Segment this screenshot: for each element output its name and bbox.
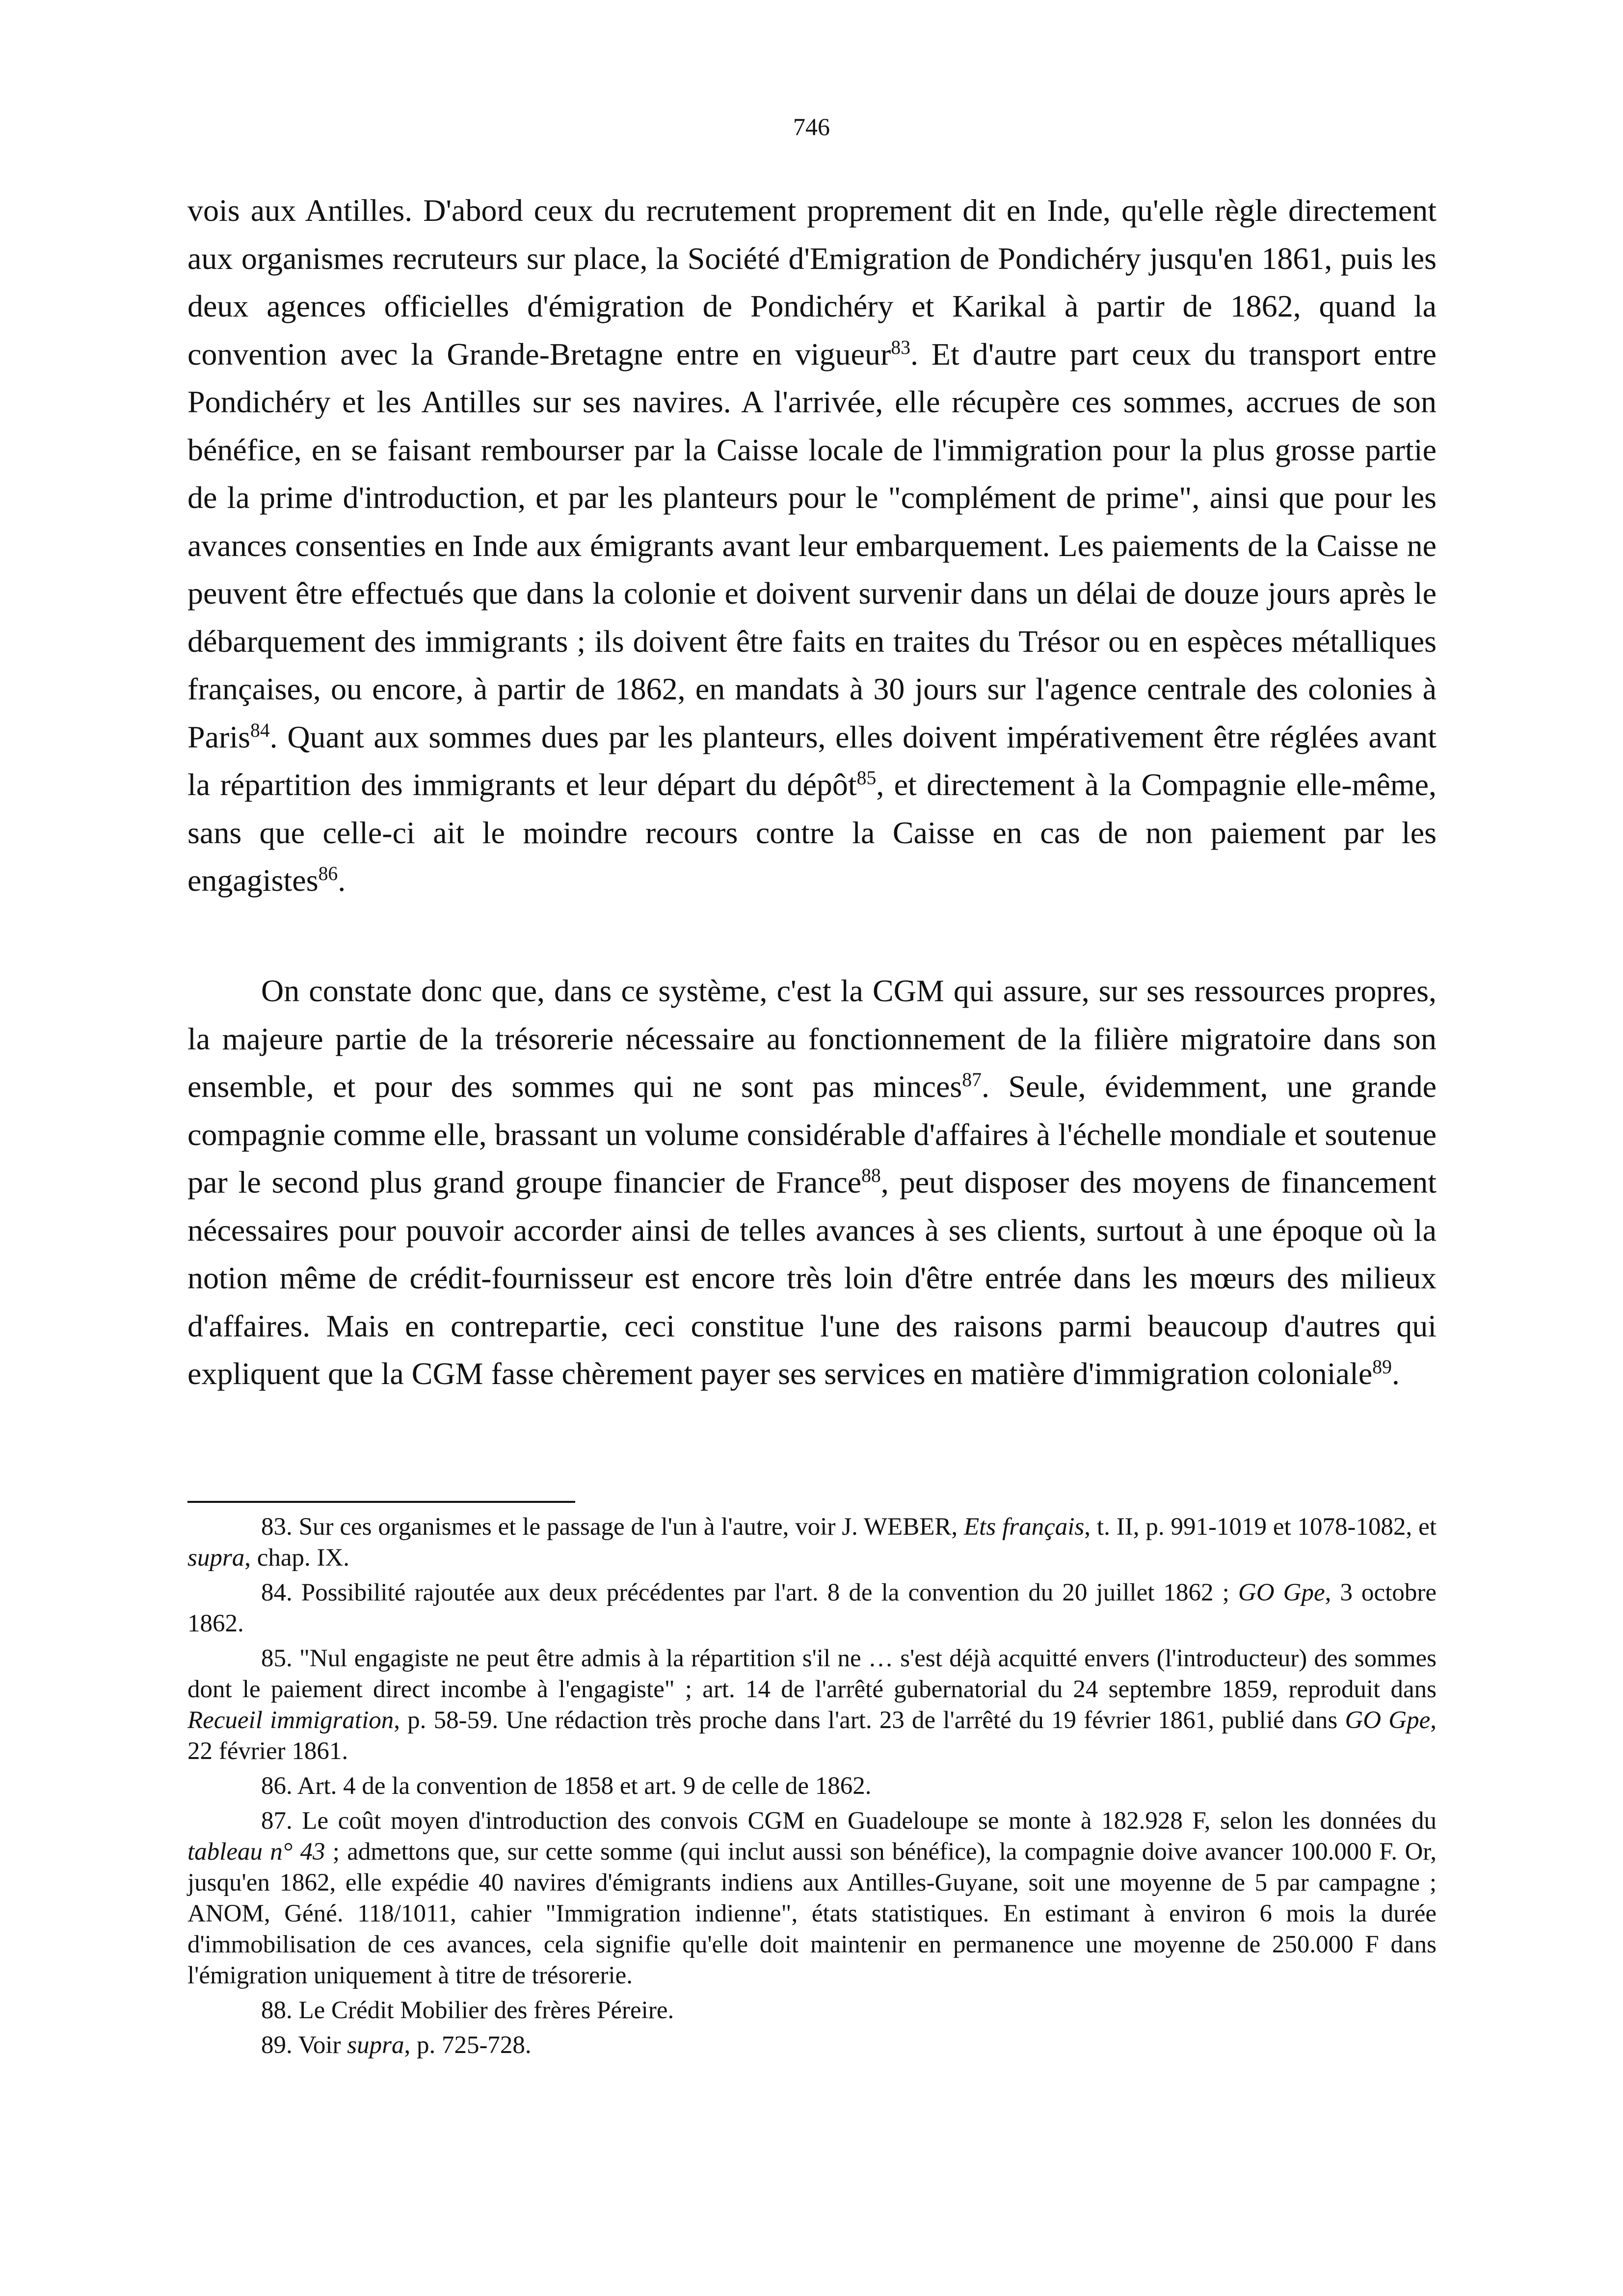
italic-text: GO Gpe [1345, 1707, 1431, 1734]
footnote-ref: 86 [318, 863, 338, 885]
text-run: On constate donc que, dans ce système, c'est la CGM qui assure, sur ses ressources propres, la majeure partie de la trésorerie nécessaire au fonctionnement de la filière migratoire dans son ensemble, et pour des sommes qui ne sont pas minces [187, 973, 1437, 1104]
text-run: ; admettons que, sur cette somme (qui inclut aussi son bénéfice), la compagnie doive avancer 100.000 F. Or, jusqu'en 1862, elle expédie 40 navires d'émigrants indiens aux Antilles-Guyane, soit une moyenne de 5 par campagne ; ANOM, Géné. 118/1011, cahier "Immigration indienne", états statistiques. En estimant à environ 6 mois la durée d'immobilisation de ces avances, cela signifie qu'elle doit maintenir en permanence une moyenne de 250.000 F dans l'émigration uniquement à titre de trésorerie. [187, 1838, 1437, 1989]
text-run: , 3 octobre 1862. [187, 1579, 1437, 1637]
text-run: . Quant aux sommes dues par les planteurs, elles doivent impérativement être réglées avant la répartition des immigrants et leur départ du dépôt [187, 719, 1437, 802]
text-run: . Seule, évidemment, une grande compagnie comme elle, brassant un volume considérable d'affaires à l'échelle mondiale et soutenue par le second plus grand groupe financier de France [187, 1069, 1437, 1200]
text-run: Art. 4 de la convention de 1858 et art. 9 de celle de 1862. [292, 1772, 872, 1800]
italic-text: supra [187, 1544, 245, 1572]
footnote-number: 85. [261, 1645, 293, 1672]
text-run: Possibilité rajoutée aux deux précédentes par l'art. 8 de la convention du 20 juillet 1862 ; [292, 1579, 1238, 1606]
italic-text: tableau n° 43 [187, 1838, 325, 1866]
footnote-ref: 83 [891, 336, 911, 358]
text-run: , et directement à la Compagnie elle-même, sans que celle-ci ait le moindre recours contre la Caisse en cas de non paiement par les engagistes [187, 767, 1437, 898]
text-run: Le Crédit Mobilier des frères Péreire. [292, 1997, 674, 2024]
footnotes [187, 1512, 1437, 2065]
text-run: , 22 février 1861. [187, 1707, 1437, 1765]
italic-text: Recueil immigration [187, 1707, 394, 1734]
text-run: , t. II, p. 991-1019 et 1078-1082, et [1084, 1513, 1437, 1541]
footnote [187, 1771, 1437, 1802]
text-run: Voir [292, 2031, 347, 2059]
text-run: Sur ces organismes et le passage de l'un à l'autre, voir J. WEBER, [292, 1513, 964, 1541]
footnote-number: 89. [261, 2031, 293, 2059]
footnote [187, 1643, 1437, 1767]
text-run: , p. 725-728. [404, 2031, 532, 2059]
text-run: . Et d'autre part ceux du transport entre Pondichéry et les Antilles sur ses navires. A l'arrivée, elle récupère ces sommes, accrues de son bénéfice, en se faisant rembourser par la Caisse locale de l'immigration pour la plus grosse partie de la prime d'introduction, et par les planteurs pour le "complément de prime", ainsi que pour les avances consenties en Inde aux émigrants avant leur embarquement. Les paiements de la Caisse ne peuvent être effectués que dans la colonie et doivent survenir dans un délai de douze jours après le débarquement des immigrants ; ils doivent être faits en traites du Trésor ou en espèces métalliques françaises, ou encore, à partir de 1862, en mandats à 30 jours sur l'agence centrale des colonies à Paris [187, 336, 1437, 754]
footnote [187, 1512, 1437, 1574]
text-run: . [338, 863, 346, 898]
footnote-ref: 88 [861, 1165, 881, 1187]
footnote-ref: 89 [1372, 1356, 1392, 1378]
footnote [187, 1995, 1437, 2026]
footnote-number: 86. [261, 1772, 293, 1800]
text-run: Le coût moyen d'introduction des convois CGM en Guadeloupe se monte à 182.928 F, selon les données du [292, 1807, 1437, 1835]
footnote-number: 88. [261, 1997, 293, 2024]
body-paragraph [187, 187, 1437, 905]
footnote-ref: 87 [962, 1069, 982, 1091]
italic-text: supra [347, 2031, 404, 2059]
text-run: vois aux Antilles. D'abord ceux du recrutement proprement dit en Inde, qu'elle règle directement aux organismes recruteurs sur place, la Société d'Emigration de Pondichéry jusqu'en 1861, puis les deux agences officielles d'émigration de Pondichéry et Karikal à partir de 1862, quand la convention avec la Grande-Bretagne entre en vigueur [187, 193, 1437, 372]
body-paragraph [187, 967, 1437, 1398]
italic-text: Ets français [964, 1513, 1085, 1541]
footnote [187, 1806, 1437, 1991]
text-run: , chap. IX. [244, 1544, 350, 1572]
footnote [187, 1577, 1437, 1639]
italic-text: GO Gpe [1238, 1579, 1325, 1606]
footnote-number: 84. [261, 1579, 293, 1606]
footnote-ref: 84 [250, 719, 270, 741]
footnote-number: 83. [261, 1513, 293, 1541]
text-run: , peut disposer des moyens de financement nécessaires pour pouvoir accorder ainsi de telles avances à ses clients, surtout à une époque où la notion même de crédit-fournisseur est encore très loin d'être entrée dans les mœurs des milieux d'affaires. Mais en contrepartie, ceci constitue l'une des raisons parmi beaucoup d'autres qui expliquent que la CGM fasse chèrement payer ses services en matière d'immigration coloniale [187, 1165, 1437, 1391]
footnote-ref: 85 [856, 767, 877, 789]
footnote-separator [187, 1501, 575, 1503]
text-run: . [1391, 1356, 1400, 1391]
text-run: , p. 58-59. Une rédaction très proche dans l'art. 23 de l'arrêté du 19 février 1861, publié dans [394, 1707, 1345, 1734]
text-run: "Nul engagiste ne peut être admis à la répartition s'il ne … s'est déjà acquitté envers (l'introducteur) des sommes dont le paiement direct incombe à l'engagiste" ; art. 14 de l'arrêté gubernatorial du 24 septembre 1859, reproduit dans [187, 1645, 1437, 1703]
footnote-number: 87. [261, 1807, 293, 1835]
page-number: 746 [793, 113, 830, 140]
footnote [187, 2030, 1437, 2061]
